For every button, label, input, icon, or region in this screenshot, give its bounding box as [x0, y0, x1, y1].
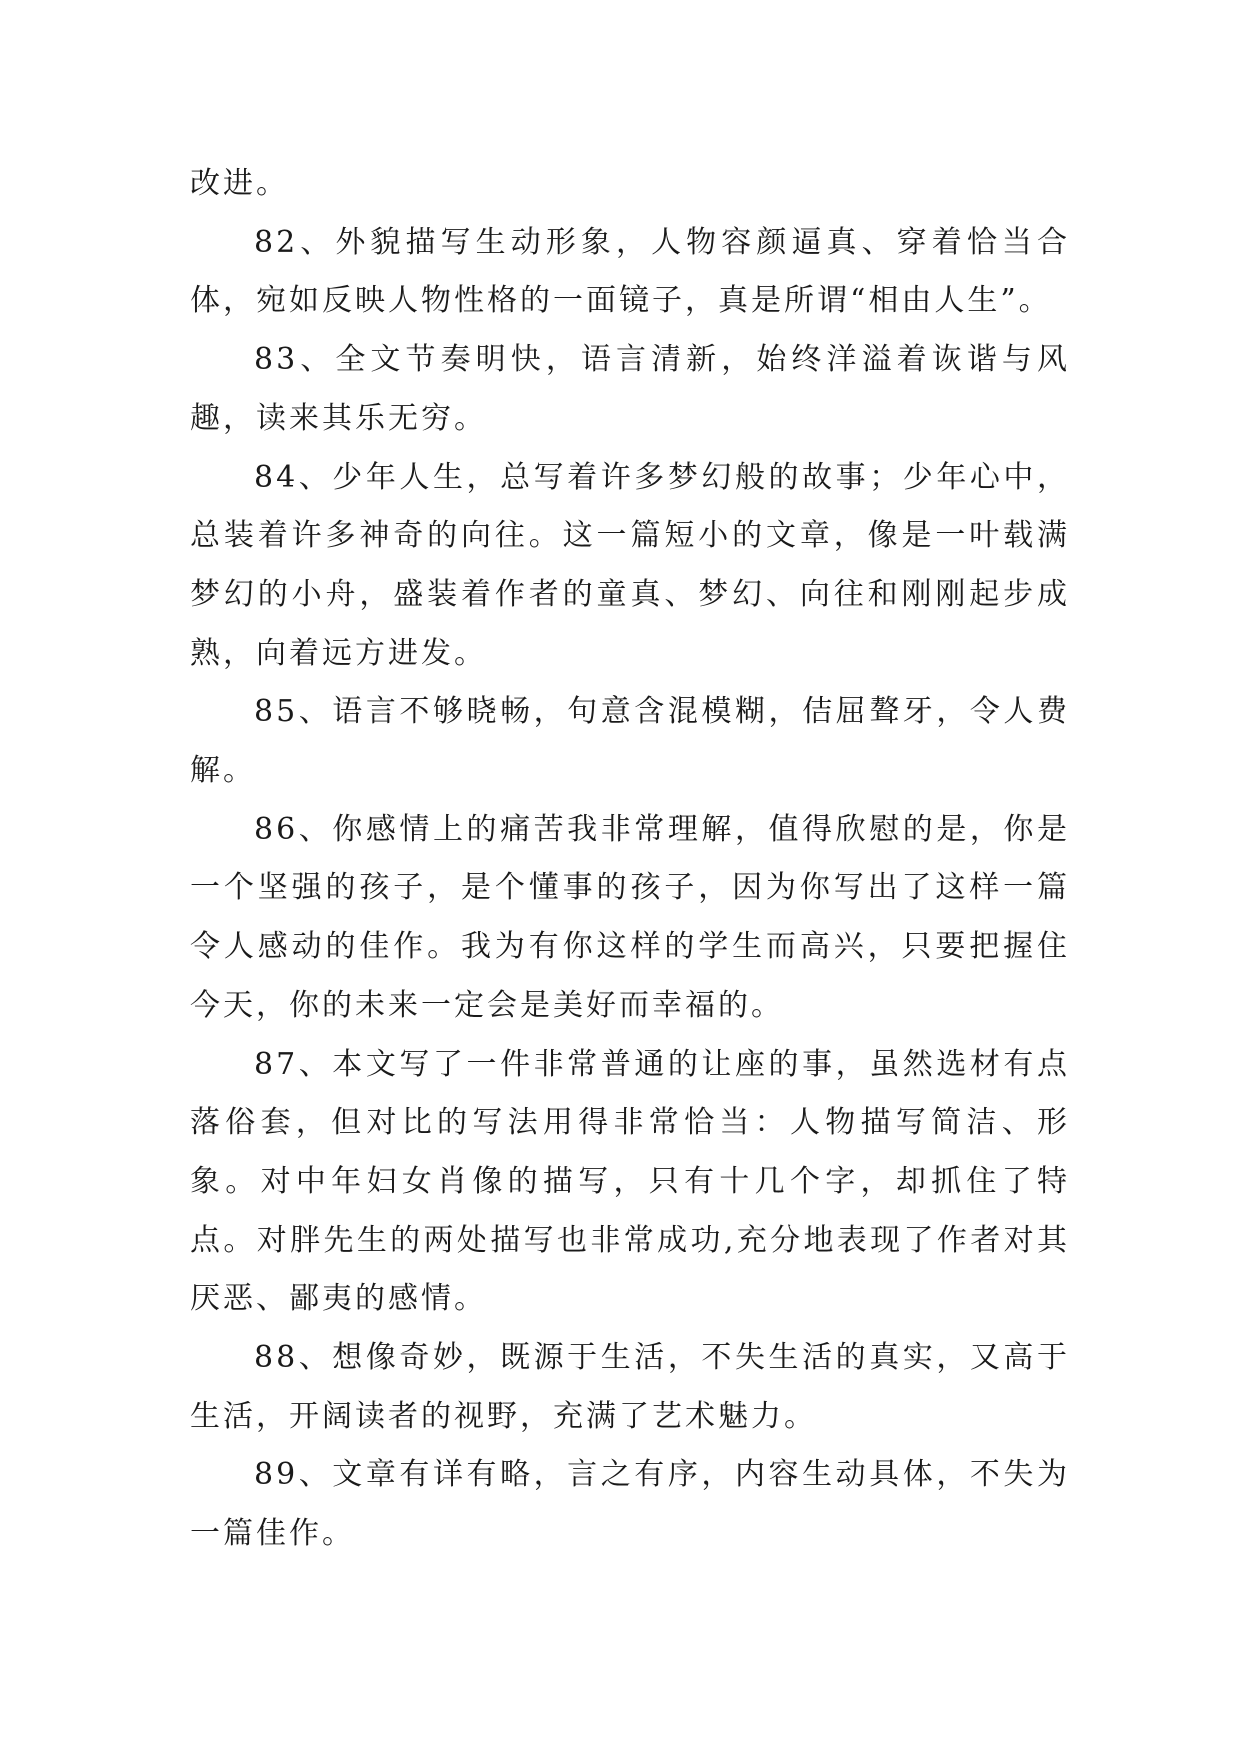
- paragraph-89: 89、文章有详有略，言之有序，内容生动具体，不失为一篇佳作。: [190, 1457, 1070, 1552]
- document-body: [190, 155, 1070, 1564]
- paragraph-86: 86、你感情上的痛苦我非常理解，值得欣慰的是，你是一个坚强的孩子，是个懂事的孩子，因为你写出了这样一篇令人感动的佳作。我为有你这样的学生而高兴，只要把握住今天，你的未来一定会是美好而幸福的。: [190, 811, 1070, 1023]
- paragraph-87: 87、本文写了一件非常普通的让座的事，虽然选材有点落俗套，但对比的写法用得非常恰当：人物描写简洁、形象。对中年妇女肖像的描写，只有十几个字，却抓住了特点。对胖先生的两处描写也非常成功,充分地表现了作者对其厌恶、鄙夷的感情。: [190, 1046, 1070, 1317]
- paragraph-85: 85、语言不够晓畅，句意含混模糊，佶屈聱牙，令人费解。: [190, 694, 1070, 789]
- paragraph-88: 88、想像奇妙，既源于生活，不失生活的真实，又高于生活，开阔读者的视野，充满了艺术魅力。: [190, 1340, 1070, 1434]
- paragraph-82: 82、外貌描写生动形象，人物容颜逼真、穿着恰当合体，宛如反映人物性格的一面镜子，真是所谓“相由人生”。: [190, 224, 1070, 319]
- paragraph-84: 84、少年人生，总写着许多梦幻般的故事；少年心中，总装着许多神奇的向往。这一篇短小的文章，像是一叶载满梦幻的小舟，盛装着作者的童真、梦幻、向往和刚刚起步成熟，向着远方进发。: [190, 459, 1070, 671]
- paragraph-83: 83、全文节奏明快，语言清新，始终洋溢着诙谐与风趣，读来其乐无穷。: [190, 342, 1070, 436]
- paragraph-continuation: 改进。: [190, 166, 289, 201]
